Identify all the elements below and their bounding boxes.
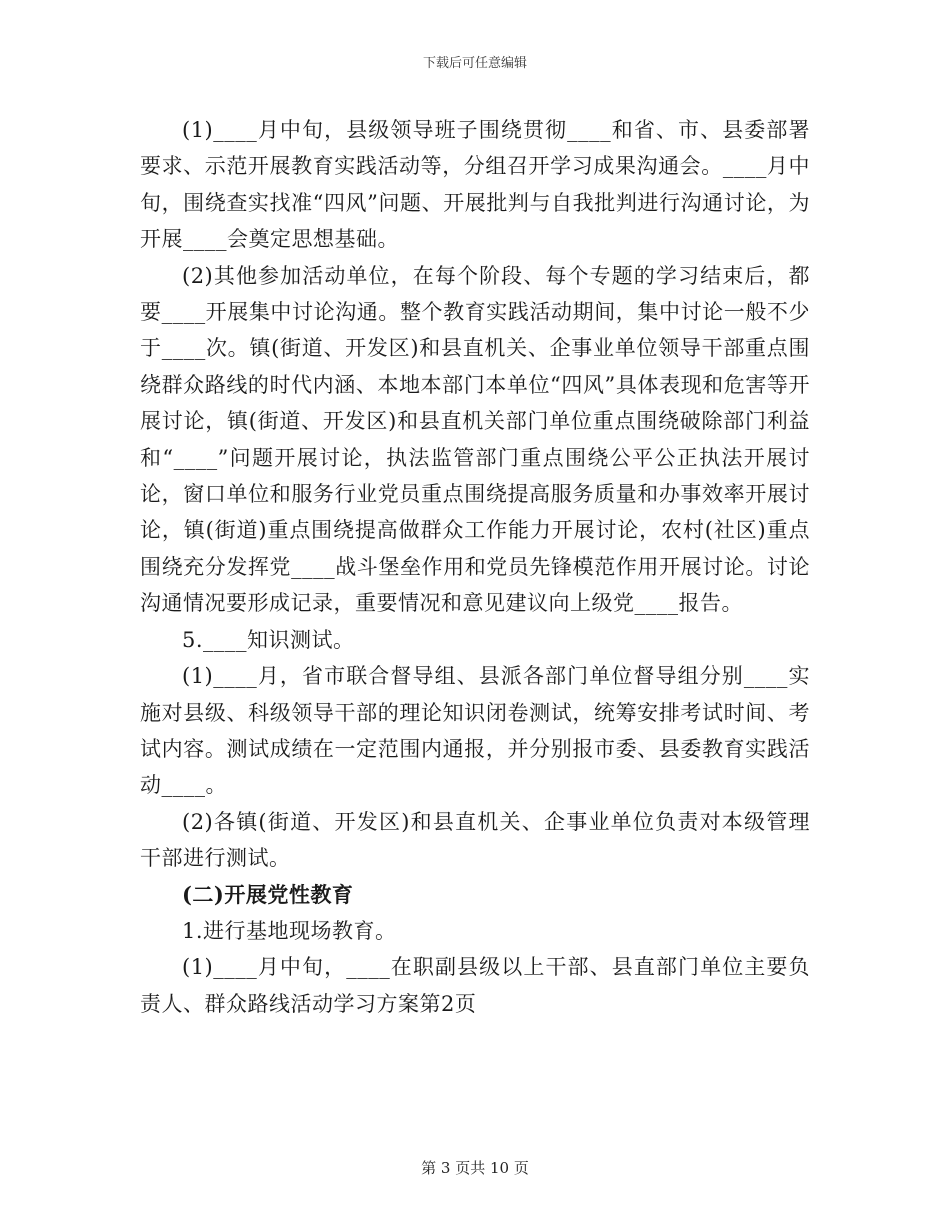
page-header: 下载后可任意编辑 bbox=[422, 56, 527, 71]
paragraph-5: (2)各镇(街道、开发区)和县直机关、企事业单位负责对本级管理干部进行测试。 bbox=[140, 809, 810, 871]
section-heading: (二)开展党性教育 bbox=[182, 881, 354, 907]
page-footer: 第 3 页共 10 页 bbox=[421, 1159, 529, 1177]
paragraph-7: 1.进行基地现场教育。 bbox=[182, 918, 397, 943]
paragraph-2: (2)其他参加活动单位，在每个阶段、每个专题的学习结束后，都要____开展集中讨论沟通。整个教育实践活动期间，集中讨论一般不少于____次。镇(街道、开发区)和县直机关、企事业单位领导干部重点围绕群众路线的时代内涵、本地本部门本单位“四风”具体表现和危害等开展讨论，镇(街道、开发区)和县直机关部门单位重点围绕破除部门利益和“____”问题开展讨论，执法监管部门重点围绕公平公正执法开展讨论，窗口单位和服务行业党员重点围绕提高服务质量和办事效率开展讨论，镇(街道)重点围绕提高做群众工作能力开展讨论，农村(社区)重点围绕充分发挥党____战斗堡垒作用和党员先锋模范作用开展讨论。讨论沟通情况要形成记录，重要情况和意见建议向上级党____报告。 bbox=[140, 263, 810, 616]
paragraph-1: (1)____月中旬，县级领导班子围绕贯彻____和省、市、县委部署要求、示范开展教育实践活动等，分组召开学习成果沟通会。____月中旬，围绕查实找准“四风”问题、开展批判与自我批判进行沟通讨论，为开展____会奠定思想基础。 bbox=[140, 118, 810, 252]
document-body bbox=[140, 112, 810, 1022]
paragraph-3: 5.____知识测试。 bbox=[182, 627, 355, 652]
paragraph-8: (1)____月中旬，____在职副县级以上干部、县直部门单位主要负责人、群众路线活动学习方案第2页 bbox=[140, 955, 810, 1016]
paragraph-4: (1)____月，省市联合督导组、县派各部门单位督导组分别____实施对县级、科级领导干部的理论知识闭卷测试，统筹安排考试时间、考试内容。测试成绩在一定范围内通报，并分别报市委、县委教育实践活动____。 bbox=[140, 664, 810, 798]
